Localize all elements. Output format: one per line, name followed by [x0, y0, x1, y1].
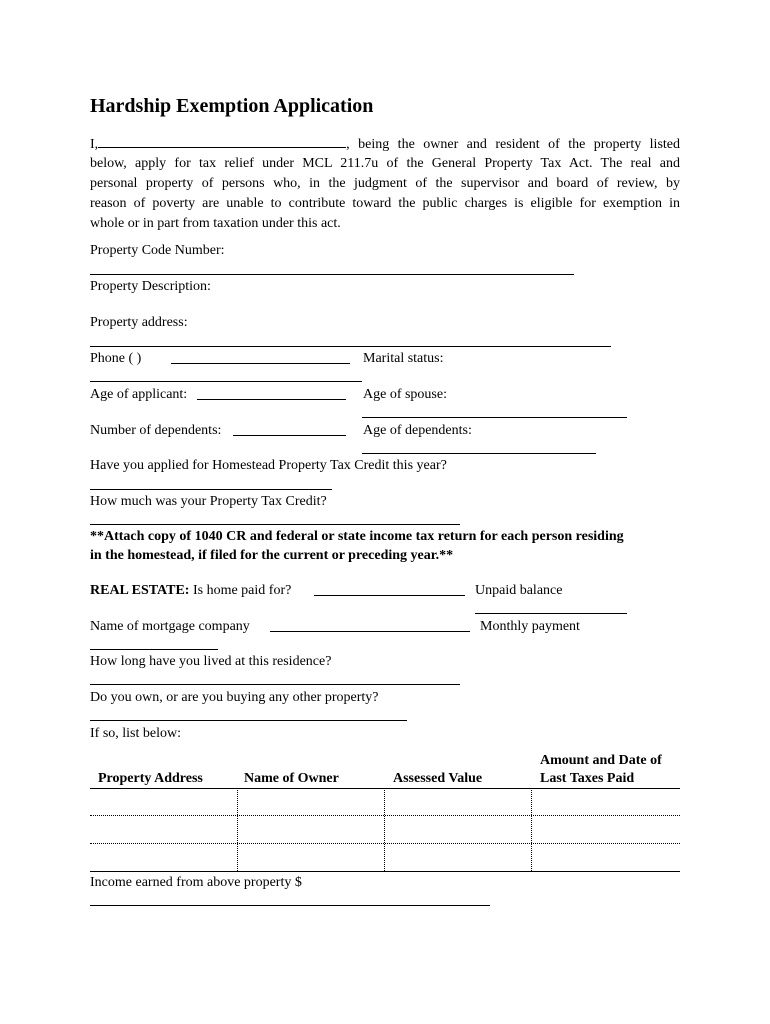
table-cell-r1-address[interactable]: [90, 789, 236, 815]
intro-line-3: personal property of persons who, in the judgment of the supervisor and board of review, by: [90, 176, 680, 191]
property-address-label: Property address:: [90, 315, 188, 330]
table-cell-r2-owner[interactable]: [238, 816, 383, 843]
table-cell-r3-value[interactable]: [385, 844, 530, 871]
age-dependents-label: Age of dependents:: [363, 423, 472, 438]
intro-line-1: I, , being the owner and resident of the property listed: [90, 134, 680, 154]
income-field[interactable]: [90, 905, 490, 906]
home-paid-question: Is home paid for?: [192, 583, 292, 598]
tax-credit-label: How much was your Property Tax Credit?: [90, 494, 327, 509]
applicant-name-field[interactable]: [98, 134, 346, 148]
attachment-note: **Attach copy of 1040 CR and federal or state income tax return for each person residing in the homestead, if filed for the current or preceding year.**: [90, 529, 624, 563]
monthly-payment-field[interactable]: [90, 649, 218, 650]
mortgage-company-label: Name of mortgage company: [90, 619, 250, 634]
income-label: Income earned from above property $: [90, 875, 302, 890]
unpaid-balance-label: Unpaid balance: [475, 583, 563, 598]
intro-line-4: reason of poverty are unable to contribute toward the public charges is eligible for exemption in: [90, 196, 680, 211]
property-description-label: Property Description:: [90, 279, 211, 294]
homestead-credit-label: Have you applied for Homestead Property Tax Credit this year?: [90, 458, 447, 473]
num-dependents-label: Number of dependents:: [90, 423, 222, 438]
other-property-field[interactable]: [90, 720, 407, 721]
age-applicant-label: Age of applicant:: [90, 387, 188, 402]
phone-label: Phone ( ): [90, 351, 142, 366]
age-spouse-field[interactable]: [362, 417, 627, 418]
list-below-label: If so, list below:: [90, 726, 181, 741]
table-cell-r1-value[interactable]: [385, 789, 530, 815]
table-cell-r3-address[interactable]: [90, 844, 236, 871]
table-cell-r2-address[interactable]: [90, 816, 236, 843]
monthly-payment-label: Monthly payment: [480, 619, 580, 634]
residence-duration-label: How long have you lived at this residence?: [90, 654, 332, 669]
homestead-credit-field[interactable]: [90, 489, 332, 490]
age-dependents-field[interactable]: [362, 453, 596, 454]
phone-field[interactable]: [171, 363, 350, 364]
mortgage-company-field[interactable]: [270, 631, 470, 632]
marital-status-label: Marital status:: [363, 351, 444, 366]
unpaid-balance-field[interactable]: [475, 613, 627, 614]
table-cell-r1-taxes[interactable]: [532, 789, 680, 815]
intro-paragraph: [90, 134, 680, 234]
other-property-label: Do you own, or are you buying any other property?: [90, 690, 379, 705]
home-paid-field[interactable]: [314, 595, 465, 596]
residence-duration-field[interactable]: [90, 684, 460, 685]
property-code-field[interactable]: [90, 274, 574, 275]
property-code-label: Property Code Number:: [90, 243, 225, 258]
col-header-property-address: Property Address: [98, 771, 203, 786]
col-header-name-of-owner: Name of Owner: [244, 771, 339, 786]
table-cell-r3-taxes[interactable]: [532, 844, 680, 871]
marital-status-field[interactable]: [90, 381, 362, 382]
real-estate-row: [90, 582, 291, 600]
table-bottom-rule: [90, 871, 680, 872]
table-cell-r3-owner[interactable]: [238, 844, 383, 871]
property-address-field[interactable]: [90, 346, 611, 347]
table-cell-r2-taxes[interactable]: [532, 816, 680, 843]
intro-line-5: whole or in part from taxation under this act.: [90, 216, 341, 231]
real-estate-label: REAL ESTATE:: [90, 583, 190, 598]
num-dependents-field[interactable]: [233, 435, 346, 436]
tax-credit-field[interactable]: [90, 524, 460, 525]
table-cell-r2-value[interactable]: [385, 816, 530, 843]
intro-line-2: below, apply for tax relief under MCL 211.7u of the General Property Tax Act. The real and: [90, 156, 680, 171]
age-applicant-field[interactable]: [197, 399, 346, 400]
col-header-assessed-value: Assessed Value: [393, 771, 483, 786]
page-title: Hardship Exemption Application: [90, 95, 374, 117]
age-spouse-label: Age of spouse:: [363, 387, 447, 402]
table-cell-r1-owner[interactable]: [238, 789, 383, 815]
col-header-last-taxes: Last Taxes Paid: [540, 771, 635, 786]
col-header-amount-date: Amount and Date of: [540, 753, 662, 768]
